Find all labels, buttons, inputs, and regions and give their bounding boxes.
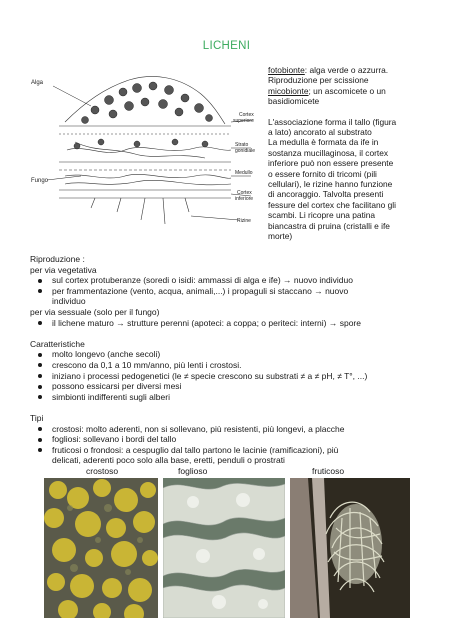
assoc-line: di ancoraggio. Talvolta presenti bbox=[268, 189, 384, 200]
label-strato-2: gonidiale bbox=[235, 148, 256, 154]
sessuale-subheading: per via sessuale (solo per il fungo) bbox=[30, 306, 160, 317]
fotobionte-term: fotobionte bbox=[268, 65, 305, 75]
list-item: fruticosi o frondosi: a cespuglio dal tallo partono le lacinie (ramificazioni), più bbox=[30, 445, 430, 456]
photo-label-crostoso: crostoso bbox=[86, 466, 119, 476]
label-strato-1: Strato bbox=[235, 142, 249, 148]
micobionte-line2: basidiomicete bbox=[268, 96, 320, 107]
label-rizine: Rizine bbox=[237, 218, 251, 224]
label-alga: Alga bbox=[31, 80, 44, 86]
riproduzione-heading: Riproduzione : bbox=[30, 254, 85, 264]
assoc-line: cellulari), le rizine hanno funzione bbox=[268, 179, 393, 190]
assoc-line: morte) bbox=[268, 231, 293, 242]
micobionte-definition: ; un ascomicete o un bbox=[308, 85, 386, 96]
list-item: iniziano i processi pedogenetici (le ≠ specie crescono su substrati ≠ a ≠ pH, ≠ T°, ...) bbox=[30, 371, 430, 382]
caratteristiche-list bbox=[30, 349, 430, 402]
main-text bbox=[30, 254, 430, 466]
assoc-line: La medulla è formata da ife in bbox=[268, 137, 379, 148]
assoc-line: fessure del cortex che facilitano gli bbox=[268, 199, 397, 210]
list-item: fogliosi: sollevano i bordi del tallo bbox=[30, 434, 430, 445]
list-item: per frammentazione (vento, acqua, animali,...) i propaguli si staccano → nuovo bbox=[30, 286, 430, 297]
list-item: molto longevo (anche secoli) bbox=[30, 349, 430, 360]
page-title: LICHENI bbox=[202, 40, 251, 52]
tipi-heading: Tipi bbox=[30, 412, 44, 423]
thallus-illustration bbox=[25, 62, 263, 234]
list-item: simbionti indifferenti sugli alberi bbox=[30, 392, 430, 403]
photo-label-fruticoso: fruticoso bbox=[312, 466, 345, 476]
crustose-lichen-photo bbox=[44, 478, 158, 618]
caratteristiche-heading: Caratteristiche bbox=[30, 338, 85, 349]
assoc-line: a lato) ancorato al substrato bbox=[268, 127, 372, 138]
label-cortex-inf-2: inferiore bbox=[235, 196, 254, 202]
list-item: crostosi: molto aderenti, non si sollevano, più resistenti, più longevi, a placche bbox=[30, 424, 430, 435]
list-item: crescono da 0,1 a 10 mm/anno, più lenti i crostosi. bbox=[30, 360, 430, 371]
fotobionte-line2: Riproduzione per scissione bbox=[268, 75, 369, 86]
list-item: possono essicarsi per diversi mesi bbox=[30, 381, 430, 392]
label-cortex-inf-1: Cortex bbox=[237, 190, 252, 196]
fotobionte-definition: : alga verde o azzurra. bbox=[304, 65, 389, 75]
label-fungo: Fungo bbox=[31, 178, 49, 184]
assoc-line: biancastra di pruina (cristalli e ife bbox=[268, 220, 390, 231]
photo-label-foglioso: foglioso bbox=[178, 466, 208, 476]
foliose-lichen-photo bbox=[163, 478, 285, 618]
vegetativa-subheading: per via vegetativa bbox=[30, 264, 97, 275]
assoc-line: inferiore può non essere presente bbox=[268, 158, 394, 169]
label-medullo: Medullo bbox=[235, 170, 253, 176]
fruticose-lichen-photo bbox=[290, 478, 410, 618]
micobionte-term: micobionte bbox=[268, 85, 309, 96]
list-item: sul cortex protuberanze (soredi o isidi: ammassi di alga e ife) → nuovo individuo bbox=[30, 275, 430, 286]
lichen-section-diagram bbox=[25, 62, 263, 234]
assoc-line: o essere fornito di tricomi (pili bbox=[268, 168, 377, 179]
assoc-line: scambi. Li ricopre una patina bbox=[268, 210, 376, 221]
assoc-line: L'associazione forma il tallo (figura bbox=[268, 116, 397, 127]
list-item-continuation: delicati, aderenti poco solo alla base, eretti, penduli o prostrati bbox=[52, 455, 285, 466]
list-item-continuation: individuo bbox=[52, 296, 86, 307]
vegetativa-list bbox=[30, 275, 430, 296]
list-item: il lichene maturo → strutture perenni (apoteci: a coppa; o periteci: interni) → spore bbox=[30, 318, 430, 329]
tipi-list bbox=[30, 424, 430, 456]
label-cortex-sup-2: superiore bbox=[233, 118, 254, 124]
label-cortex-sup-1: Cortex bbox=[239, 112, 254, 118]
sessuale-list bbox=[30, 318, 430, 329]
assoc-line: sostanza mucillaginosa, il cortex bbox=[268, 147, 389, 158]
side-description bbox=[268, 65, 418, 242]
